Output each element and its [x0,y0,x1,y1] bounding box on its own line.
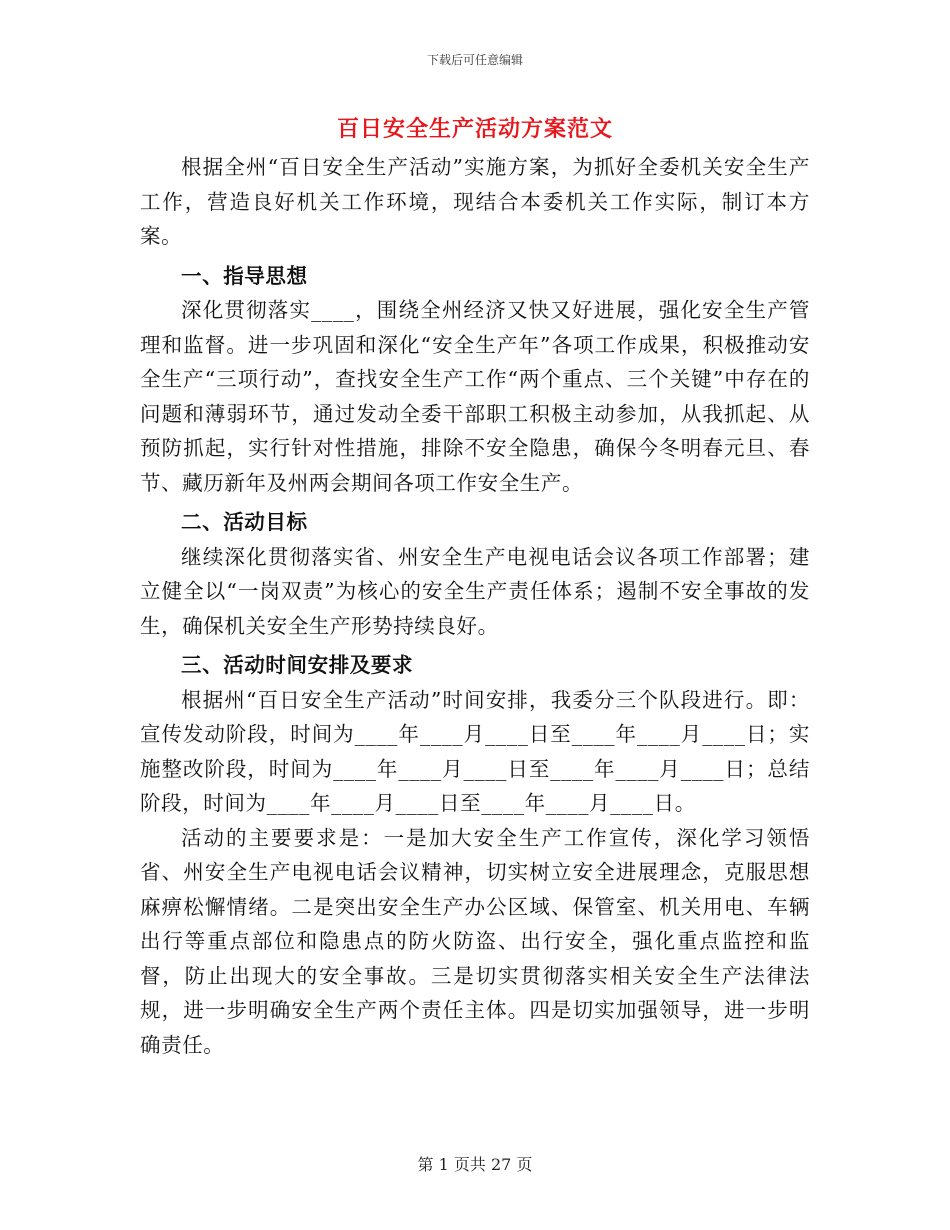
section-activity-goals [140,500,810,643]
section-heading: 二、活动目标 [181,510,308,534]
document-title: 百日安全生产活动方案范文 [336,116,613,142]
document-body [140,150,810,1062]
section-heading: 三、活动时间安排及要求 [181,653,414,677]
section-paragraph: 活动的主要要求是：一是加大安全生产工作宣传，深化学习领悟省、州安全生产电视电话会议精神，切实树立安全进展理念，克服思想麻痹松懈情绪。二是突出安全生产办公区域、保管室、机关用电、车辆出行等重点部位和隐患点的防火防盗、出行安全，强化重点监控和监督，防止出现大的安全事故。三是切实贯彻落实相关安全生产法律法规，进一步明确安全生产两个责任主体。四是切实加强领导，进一步明确责任。 [140,825,810,1057]
header-note: 下载后可任意编辑 [426,53,523,67]
intro-paragraph: 根据全州“百日安全生产活动”实施方案，为抓好全委机关安全生产工作，营造良好机关工作环境，现结合本委机关工作实际，制订本方案。 [140,155,810,248]
section-heading: 一、指导思想 [181,263,308,288]
page-number: 第 1 页共 27 页 [417,1155,533,1174]
section-schedule-requirements [140,643,810,1062]
section-guiding-ideology [140,254,810,501]
section-paragraph: 深化贯彻落实____，围绕全州经济又快又好进展，强化安全生产管理和监督。进一步巩固和深化“安全生产年”各项工作成果，积极推动安全生产“三项行动”，查找安全生产工作“两个重点、三个关键”中存在的问题和薄弱环节，通过发动全委干部职工积极主动参加，从我抓起、从预防抓起，实行针对性措施，排除不安全隐患，确保今冬明春元旦、春节、藏历新年及州两会期间各项工作安全生产。 [140,298,810,495]
section-paragraph: 根据州“百日安全生产活动”时间安排，我委分三个队段进行。即：宣传发动阶段，时间为____年____月____日至____年____月____日；实施整改阶段，时间为____年____月____日至____年____月____日；总结阶段，时间为____年____月____日至____年____月____日。 [140,687,810,815]
section-paragraph: 继续深化贯彻落实省、州安全生产电视电话会议各项工作部署；建立健全以“一岗双责”为核心的安全生产责任体系；遏制不安全事故的发生，确保机关安全生产形势持续良好。 [140,544,810,638]
